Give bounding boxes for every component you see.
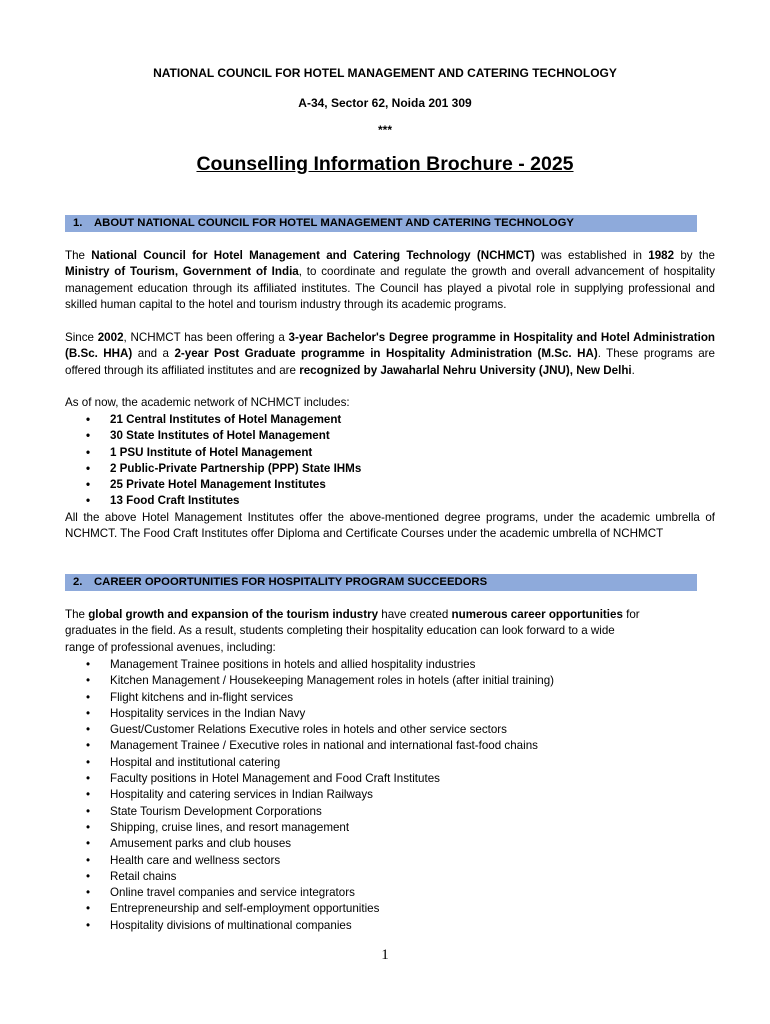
bold-text: global growth and expansion of the tourism industry — [88, 608, 379, 621]
text: was established in — [534, 249, 649, 262]
list-item: • Faculty positions in Hotel Management and Food Craft Institutes — [65, 771, 715, 787]
separator: *** — [377, 123, 392, 137]
page-title-text: Counselling Information Brochure - 2025 — [196, 153, 574, 175]
list-item: • 21 Central Institutes of Hotel Management — [65, 412, 715, 428]
section-2-title: CAREER OPOORTUNITIES FOR HOSPITALITY PROGRAM SUCCEEDORS — [94, 576, 488, 588]
bold-text: National Council for Hotel Management and Catering Technology (NCHMCT) — [91, 249, 535, 262]
text: Since — [65, 331, 98, 344]
text: . — [631, 363, 635, 377]
organization-name: NATIONAL COUNCIL FOR HOTEL MANAGEMENT AND CATERING TECHNOLOGY — [153, 66, 617, 80]
organization-address: A-34, Sector 62, Noida 201 309 — [298, 96, 472, 110]
list-item: • 2 Public-Private Partnership (PPP) State IHMs — [65, 461, 715, 477]
bold-text: 2-year Post Graduate programme in Hospitality Administration (M.Sc. HA) — [174, 347, 598, 361]
list-item: • Shipping, cruise lines, and resort management — [65, 820, 715, 836]
list-item: • Amusement parks and club houses — [65, 836, 715, 852]
intro-line-1 — [65, 607, 715, 623]
text: , NCHMCT has been offering a — [123, 331, 289, 344]
section-2-number: 2. — [73, 576, 83, 588]
section-2-intro — [65, 607, 715, 656]
list-item: • Hospitality services in the Indian Navy — [65, 706, 715, 722]
list-item: • Management Trainee / Executive roles in national and international fast-food chains — [65, 738, 715, 754]
text: , to coordinate and regulate the growth and overall advancement of hospitality management education through its affiliated institutes. The Council has played a pivotal role in supplying professional and skilled human capital to the hotel and tourism industry through its academic programs. — [65, 265, 715, 311]
list-item: • Hospitality and catering services in Indian Railways — [65, 787, 715, 803]
list-item: • Flight kitchens and in-flight services — [65, 690, 715, 706]
list-item: • 1 PSU Institute of Hotel Management — [65, 445, 715, 461]
section-1-number: 1. — [73, 217, 83, 229]
list-item: • Online travel companies and service integrators — [65, 885, 715, 901]
bold-text: 3-year Bachelor's Degree programme in Hospitality and Hotel Administration (B.Sc. HHA) — [65, 331, 715, 361]
section-1-paragraph-1 — [65, 248, 715, 313]
list-item: • 30 State Institutes of Hotel Management — [65, 428, 715, 444]
list-item: • Retail chains — [65, 869, 715, 885]
text: The — [65, 608, 89, 621]
text: for — [622, 608, 640, 621]
bold-text: 2002 — [97, 331, 124, 344]
list-item: • Kitchen Management / Housekeeping Management roles in hotels (after initial training) — [65, 673, 715, 689]
bold-text: recognized by Jawaharlal Nehru University (JNU), New Delhi — [299, 363, 632, 377]
page-number: 1 — [381, 947, 389, 963]
list-item: • Entrepreneurship and self-employment opportunities — [65, 901, 715, 917]
text: have created — [378, 608, 452, 621]
bold-text: 1982 — [648, 249, 675, 262]
list-item: • 13 Food Craft Institutes — [65, 493, 715, 509]
text: The — [65, 249, 92, 262]
list-item: • Hospital and institutional catering — [65, 755, 715, 771]
bold-text: numerous career opportunities — [451, 608, 623, 621]
list-item: • Guest/Customer Relations Executive roles in hotels and other service sectors — [65, 722, 715, 738]
text: and a — [132, 347, 175, 361]
network-intro: As of now, the academic network of NCHMCT includes: — [65, 396, 350, 409]
career-opportunities-list — [65, 657, 715, 934]
section-2-heading — [65, 574, 697, 591]
list-item: • 25 Private Hotel Management Institutes — [65, 477, 715, 493]
section-1-paragraph-2 — [65, 330, 715, 379]
section-1-closing: All the above Hotel Management Institutes offer the above-mentioned degree programs, under the academic umbrella of NCHMCT. The Food Craft Institutes offer Diploma and Certificate Courses under the academic umbrella of NCHMCT — [65, 511, 715, 541]
section-1-heading — [65, 215, 697, 232]
list-item: • State Tourism Development Corporations — [65, 804, 715, 820]
list-item: • Health care and wellness sectors — [65, 853, 715, 869]
text: . These programs are offered through its affiliated institutes and are — [65, 347, 715, 377]
institute-network-list — [65, 412, 715, 510]
list-item: • Hospitality divisions of multinational companies — [65, 918, 715, 934]
bold-text: Ministry of Tourism, Government of India — [65, 265, 299, 279]
text: by the — [674, 249, 715, 262]
intro-line-2: graduates in the field. As a result, students completing their hospitality education can look forward to a wide — [65, 624, 615, 638]
page-title — [0, 153, 770, 176]
intro-line-3: range of professional avenues, including: — [65, 640, 276, 654]
section-1-title: ABOUT NATIONAL COUNCIL FOR HOTEL MANAGEMENT AND CATERING TECHNOLOGY — [94, 217, 574, 229]
list-item: • Management Trainee positions in hotels and allied hospitality industries — [65, 657, 715, 673]
